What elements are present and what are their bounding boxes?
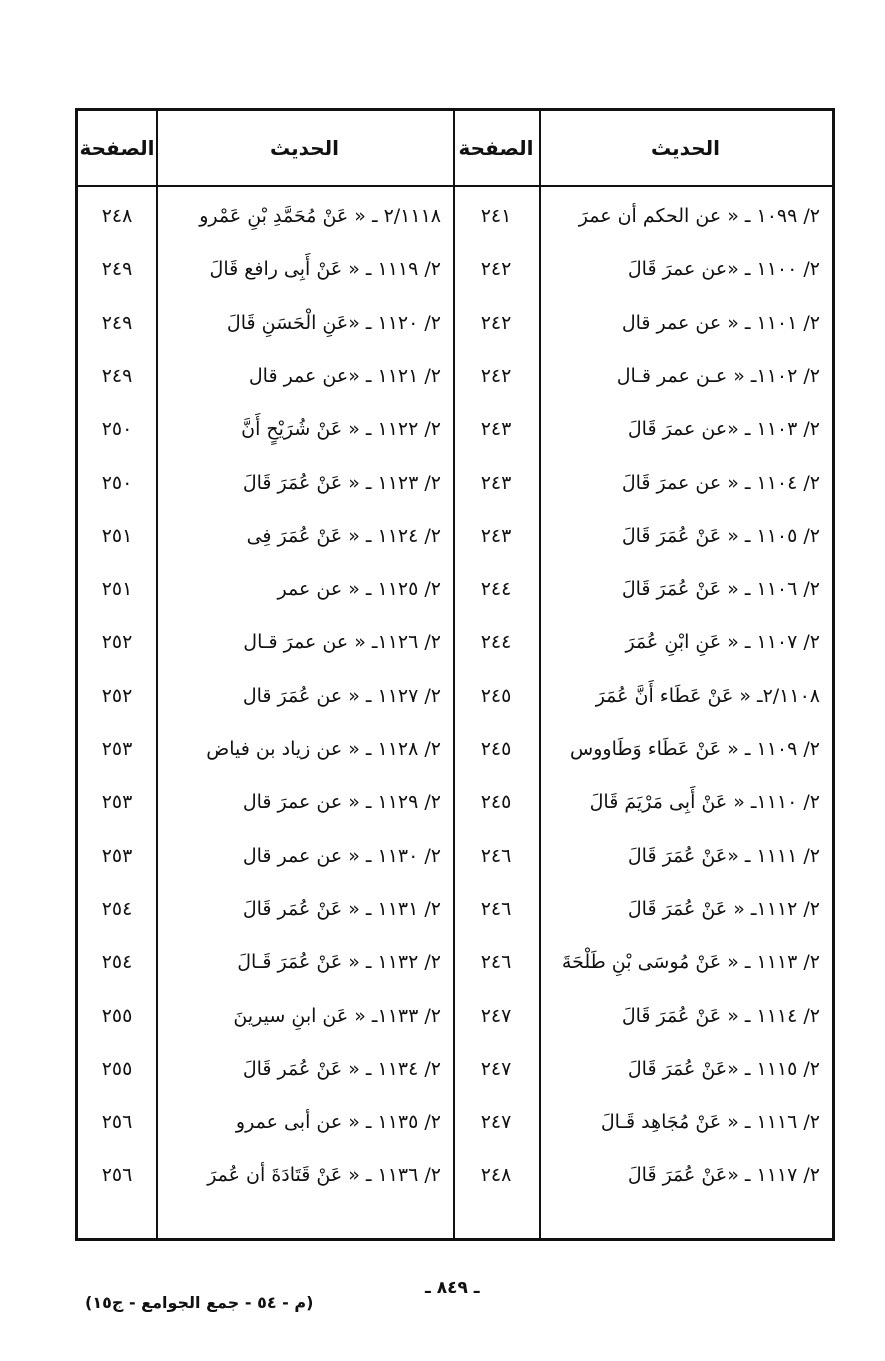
hadith-entry: ٢/ ١١١٦ ـ « عَنْ مُجَاهِد قَـالَ: [600, 1111, 820, 1134]
page-ref: ٢٤٩: [101, 258, 133, 281]
page-ref: ٢٥١: [101, 578, 133, 601]
page-ref: ٢٤٦: [480, 844, 512, 867]
hadith-entry: ٢/ ١١٢٥ ـ « عن عمر: [277, 578, 441, 601]
hadith-entry: ٢/ ١١٠٦ ـ « عَنْ عُمَرَ قَالَ: [621, 578, 820, 601]
page-ref: ٢٤٨: [480, 1164, 512, 1187]
page-ref: ٢٥٥: [101, 1004, 133, 1027]
header-page-right: الصفحة: [458, 136, 534, 160]
page-ref: ٢٥٠: [101, 471, 133, 494]
hadith-entry: ٢/ ١١٣٢ ـ « عَنْ عُمَرَ قَـالَ: [237, 951, 441, 974]
hadith-entry: ٢/ ١١٠١ ـ « عن عمر قال: [621, 311, 820, 334]
hadith-entry: ٢/ ١١١١ ـ «عَنْ عُمَرَ قَالَ: [627, 844, 820, 867]
hadith-entry: ٢/ ١١٢٩ ـ « عن عمرَ قال: [242, 791, 441, 814]
hadith-entry: ٢/ ١١٠٩ ـ « عَنْ عَطَاء وَطَاووس: [570, 738, 820, 760]
page-ref: ٢٥٤: [101, 951, 133, 974]
hadith-entry: ٢/ ١١١٤ ـ « عَنْ عُمَرَ قَالَ: [621, 1004, 820, 1027]
hadith-entry: ٢/ ١١٢٤ ـ « عَنْ عُمَرَ فِى: [246, 524, 441, 547]
page-ref: ٢٥٣: [101, 844, 133, 867]
page-ref: ٢٤٧: [480, 1004, 512, 1027]
page-ref: ٢٥٢: [101, 684, 133, 707]
hadith-entry: ٢/ ١١٠٣ ـ «عن عمرَ قَالَ: [627, 418, 820, 441]
page-ref: ٢٤١: [480, 205, 512, 227]
hadith-entry: ٢/ ١١٣٦ ـ « عَنْ قَتَادَةَ أن عُمرَ: [207, 1164, 441, 1187]
page-ref: ٢٥٢: [101, 631, 133, 654]
page-ref: ٢٥٤: [101, 897, 133, 920]
hadith-entry: ٢/ ١١٢٢ ـ « عَنْ شُرَيْحٍ أَنَّ: [241, 418, 441, 441]
hadith-entry: ٢/ ١١١٢ـ « عَنْ عُمَرَ قَالَ: [627, 897, 820, 920]
hadith-entry: ٢/ ١١٢٦ـ « عن عمرَ قـال: [243, 631, 441, 654]
page-ref: ٢٤٤: [480, 578, 512, 601]
page-ref: ٢٤٧: [480, 1057, 512, 1080]
right-page-column: [453, 185, 539, 1238]
hadith-entry: ٢/١١٠٨ـ « عَنْ عَطَاء أَنَّ عُمَرَ: [595, 684, 820, 707]
header-page-left: الصفحة: [79, 136, 155, 160]
page-ref: ٢٥١: [101, 524, 133, 547]
page-ref: ٢٤٢: [480, 364, 512, 387]
hadith-entry: ٢/ ١١١٧ ـ «عَنْ عُمَرَ قَالَ: [627, 1164, 820, 1187]
page-ref: ٢٥٦: [101, 1164, 133, 1187]
hadith-entry: ٢/ ١١٣٥ ـ « عن أبى عمرو: [235, 1111, 441, 1134]
hadith-entry: ٢/ ١١١٠ـ « عَنْ أَبِى مَرْيَمَ قَالَ: [589, 791, 820, 814]
hadith-entry: ٢/ ١١٠٠ ـ «عن عمرَ قَالَ: [627, 258, 820, 281]
page-ref: ٢٤٨: [101, 205, 133, 227]
hadith-entry: ٢/ ١١٣١ ـ « عَنْ عُمَر قَالَ: [242, 897, 441, 920]
right-hadith-column: [539, 185, 832, 1238]
hadith-entry: ٢/ ١١٢١ ـ «عن عمر قال: [248, 364, 441, 387]
page-ref: ٢٤٦: [480, 951, 512, 974]
hadith-entry: ٢/ ١١٠٧ ـ « عَنِ ابْنِ عُمَرَ: [625, 631, 820, 654]
hadith-entry: ٢/ ١١١٥ ـ «عَنْ عُمَرَ قَالَ: [627, 1057, 820, 1080]
page-ref: ٢٥٥: [101, 1057, 133, 1080]
left-page-column: [78, 185, 156, 1238]
hadith-entry: ٢/ ١١٢٧ ـ « عن عُمَرَ قال: [242, 684, 441, 707]
page-ref: ٢٤٦: [480, 897, 512, 920]
hadith-entry: ٢/ ١١٣٤ ـ « عَنْ عُمَر قَالَ: [242, 1057, 441, 1080]
page-ref: ٢٤٧: [480, 1111, 512, 1134]
page-ref: ٢٤٩: [101, 364, 133, 387]
page-ref: ٢٤٢: [480, 311, 512, 334]
header-hadith-left: الحديث: [270, 136, 340, 160]
hadith-entry: ٢/ ١١٢٣ ـ « عَنْ عُمَرَ قَالَ: [242, 471, 441, 494]
page-ref: ٢٥٣: [101, 791, 133, 814]
page-ref: ٢٤٣: [480, 471, 512, 494]
hadith-entry: ٢/ ١١٣٠ ـ « عن عمر قال: [242, 844, 441, 867]
page-ref: ٢٥٠: [101, 418, 133, 441]
hadith-entry: ٢/ ١١٠٤ ـ « عن عمرَ قَالَ: [621, 471, 820, 494]
page-ref: ٢٤٩: [101, 311, 133, 334]
page-ref: ٢٤٥: [480, 738, 512, 760]
page-number: ـ ٨٤٩ ـ: [425, 1278, 480, 1298]
page-ref: ٢٤٥: [480, 684, 512, 707]
hadith-entry: ٢/ ١١٢٨ ـ « عن زياد بن فياض: [206, 738, 441, 760]
hadith-entry: ٢/ ١١٠٢ـ « عـن عمر قـال: [616, 364, 820, 387]
hadith-entry: ٢/١١١٨ ـ « عَنْ مُحَمَّدِ بْنِ عَمْرو: [199, 205, 441, 227]
index-table: [75, 108, 835, 1241]
hadith-entry: ٢/ ١١١٣ ـ « عَنْ مُوسَى بْنِ طَلْحَةَ: [561, 951, 820, 974]
volume-note: (م - ٥٤ - جمع الجوامع - ج١٥): [85, 1293, 314, 1312]
hadith-entry: ٢/ ١١٢٠ ـ «عَنِ الْحَسَنِ قَالَ: [226, 311, 441, 334]
page-ref: ٢٤٣: [480, 524, 512, 547]
hadith-entry: ٢/ ١١٣٣ـ « عَن ابنِ سيرينَ: [233, 1004, 441, 1027]
page-ref: ٢٤٤: [480, 631, 512, 654]
hadith-entry: ٢/ ١١٠٥ ـ « عَنْ عُمَرَ قَالَ: [621, 524, 820, 547]
page-ref: ٢٤٥: [480, 791, 512, 814]
page-ref: ٢٤٢: [480, 258, 512, 281]
page-ref: ٢٥٦: [101, 1111, 133, 1134]
left-hadith-column: [156, 185, 453, 1238]
page-ref: ٢٤٣: [480, 418, 512, 441]
page-ref: ٢٥٣: [101, 738, 133, 760]
hadith-entry: ٢/ ١٠٩٩ ـ « عن الحكم أن عمرَ: [578, 205, 820, 227]
header-hadith-right: الحديث: [651, 136, 721, 160]
hadith-entry: ٢/ ١١١٩ ـ « عَنْ أَبِى رافع قَالَ: [209, 258, 441, 281]
